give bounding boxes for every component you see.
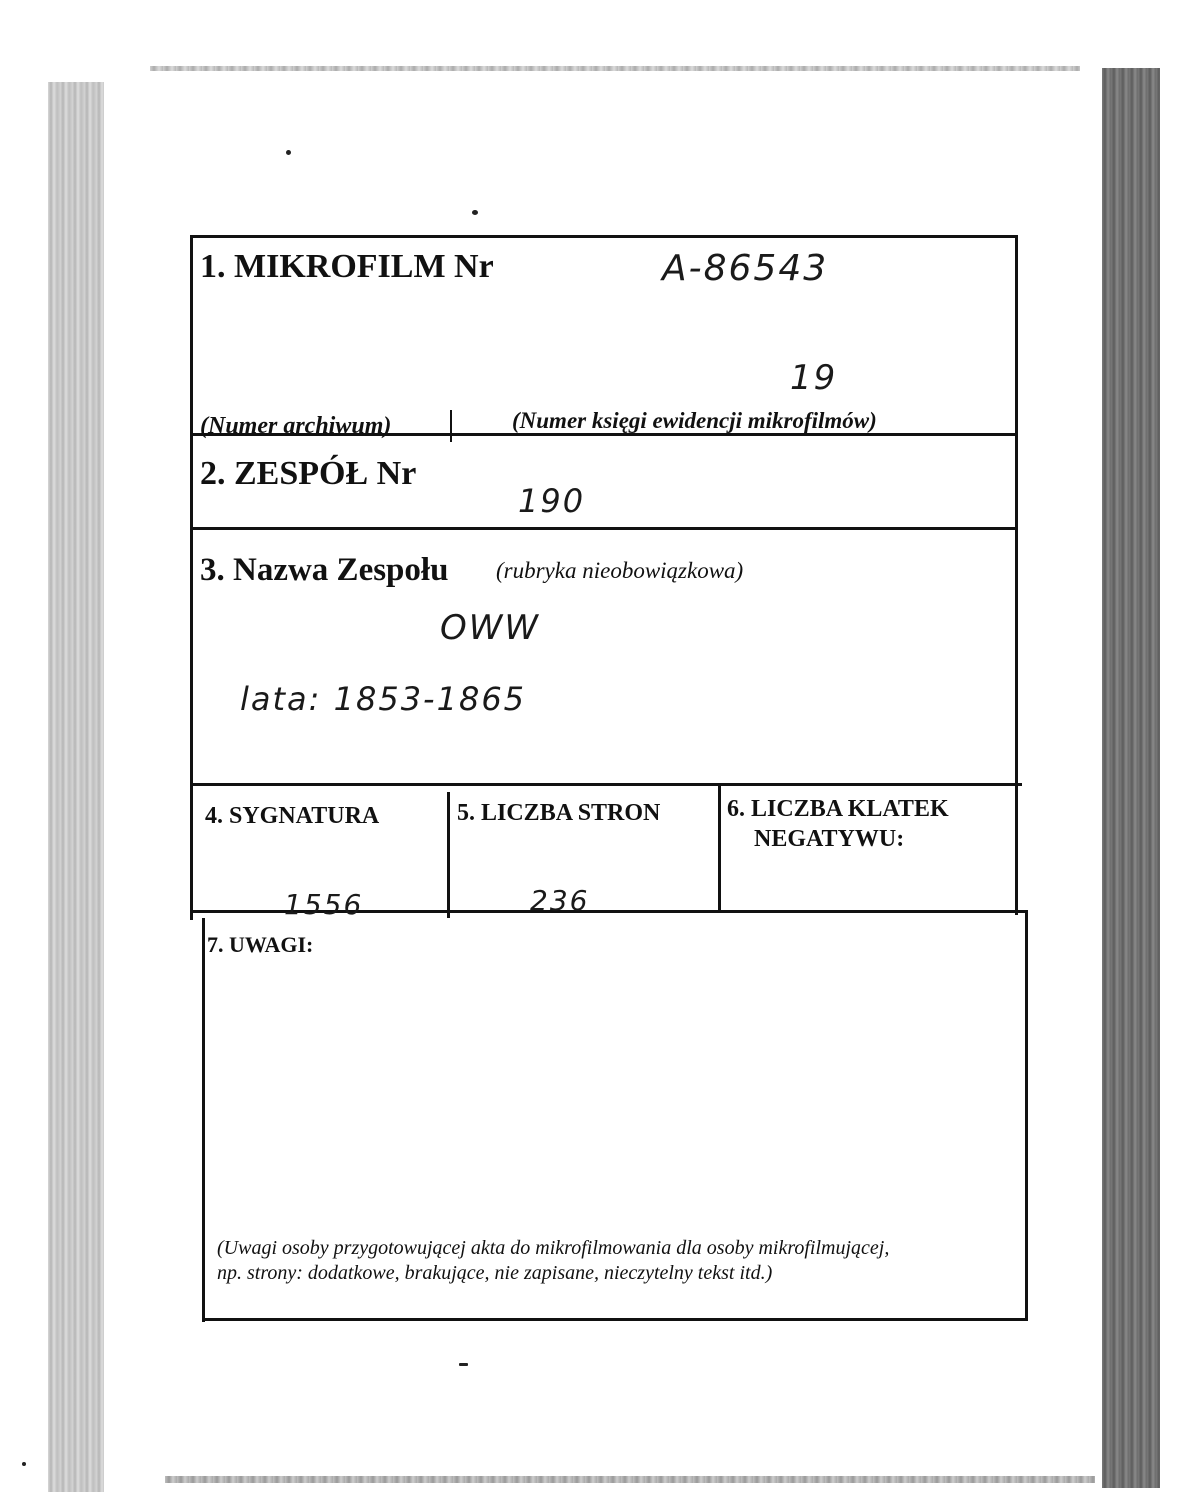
scan-speck	[459, 1363, 468, 1366]
form-border-top	[190, 235, 1018, 238]
scan-edge-left	[48, 82, 104, 1492]
register-number-label: (Numer księgi ewidencji mikrofilmów)	[512, 408, 877, 433]
section-3-note: (rubryka nieobowiązkowa)	[496, 558, 744, 583]
section-7-note-line2: np. strony: dodatkowe, brakujące, nie zapisane, nieczytelny tekst itd.)	[217, 1262, 773, 1284]
section-1-title: 1. MIKROFILM Nr	[200, 248, 494, 285]
handwritten-mark: 19	[790, 358, 838, 398]
scan-edge-top	[150, 66, 1080, 71]
scan-edge-right	[1102, 68, 1160, 1488]
handwritten-signature-number: 1556	[284, 888, 364, 921]
row-divider-3	[190, 783, 1022, 786]
column-divider-2	[718, 785, 721, 913]
scan-speck	[472, 210, 478, 215]
form-border-right	[1015, 235, 1018, 915]
row-divider-2	[190, 527, 1018, 530]
section-6-title-line2: NEGATYWU:	[754, 826, 905, 852]
section-7-note-line1: (Uwagi osoby przygotowującej akta do mikrofilmowania dla osoby mikrofilmującej,	[217, 1237, 890, 1259]
handwritten-years: lata: 1853-1865	[240, 680, 527, 718]
subtitle-divider	[450, 410, 452, 442]
form-border-right-lower	[1025, 910, 1028, 1320]
form-border-left-lower	[202, 918, 205, 1322]
scan-speck	[22, 1462, 26, 1466]
section-5-title: 5. LICZBA STRON	[457, 800, 661, 826]
handwritten-microfilm-number: A-86543	[662, 248, 829, 289]
form-border-left	[190, 235, 193, 920]
section-7-title: 7. UWAGI:	[207, 932, 314, 957]
handwritten-fonds-name: OWW	[440, 608, 540, 648]
archive-number-label: (Numer archiwum)	[200, 413, 392, 439]
handwritten-page-count: 236	[530, 884, 590, 917]
section-4-title: 4. SYGNATURA	[205, 803, 380, 829]
column-divider-1	[447, 792, 450, 918]
scan-speck	[286, 150, 291, 155]
section-2-title: 2. ZESPÓŁ Nr	[200, 455, 417, 492]
scan-edge-bottom	[165, 1476, 1095, 1483]
section-3-title: 3. Nazwa Zespołu	[200, 552, 449, 588]
form-border-bottom	[202, 1318, 1028, 1321]
section-6-title-line1: 6. LICZBA KLATEK	[727, 796, 949, 822]
handwritten-fonds-number: 190	[518, 482, 586, 520]
